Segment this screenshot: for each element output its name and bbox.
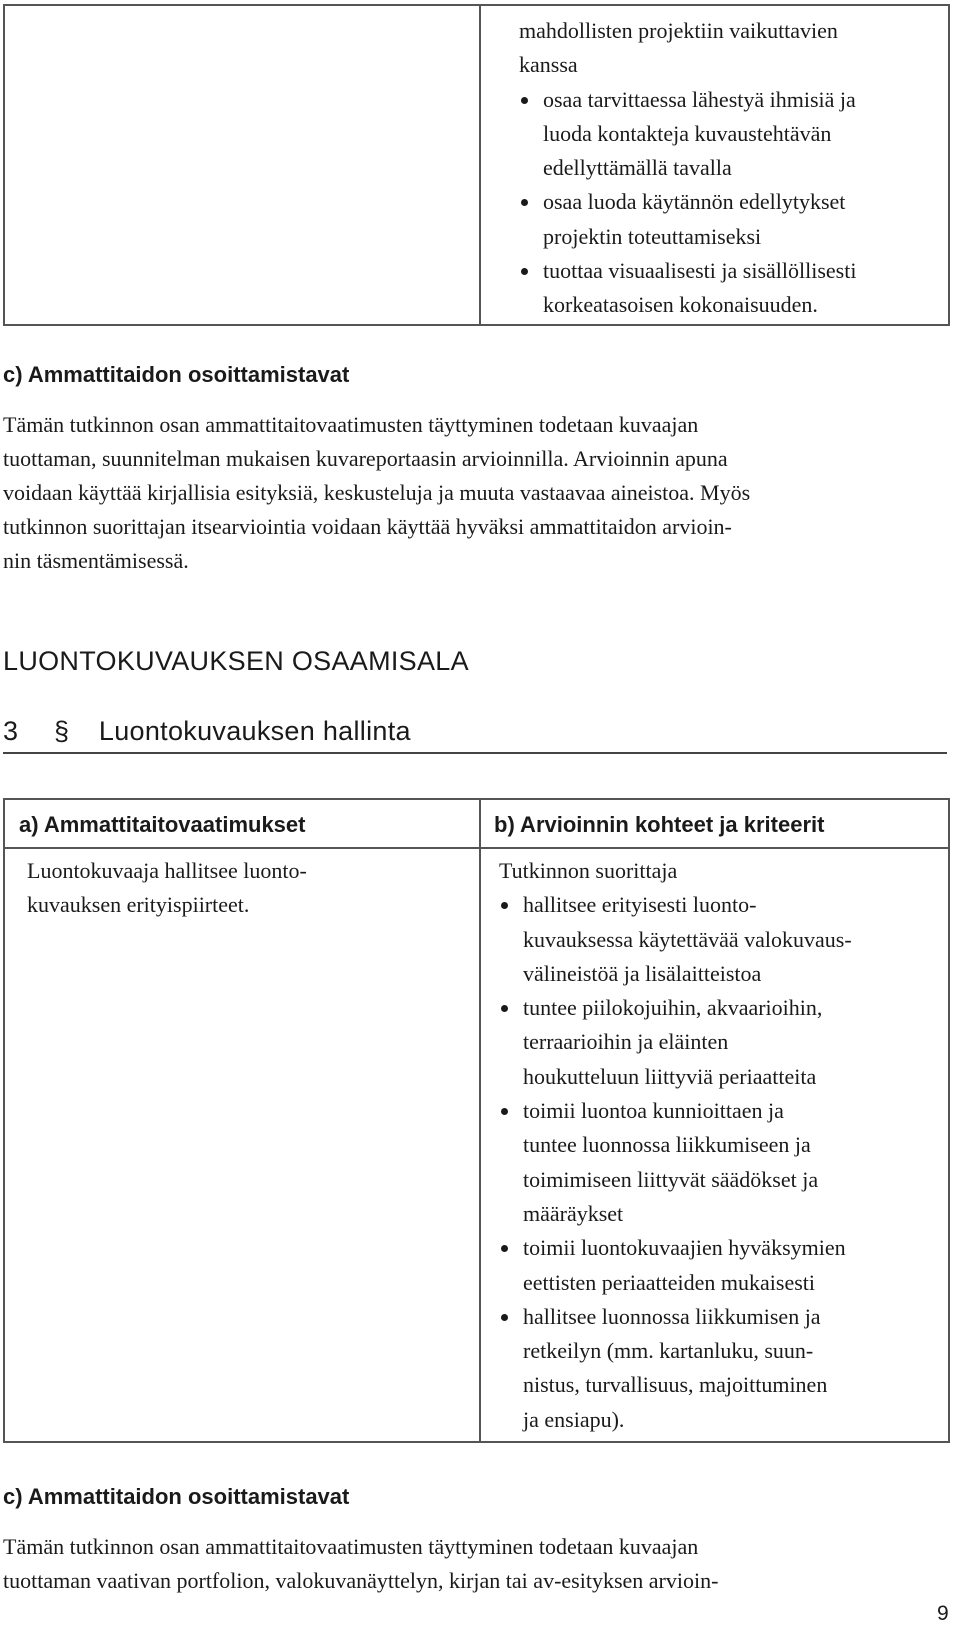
criteria-bullet: toimii luontoa kunnioittaen ja tuntee luonnossa liikkumiseen ja toimimiseen liittyvät säädökset ja määräykset [499, 1094, 939, 1231]
criteria-bullet: hallitsee luonnossa liikkumisen ja retkeilyn (mm. kartanluku, suun- nistus, turvallisuus, majoittuminen ja ensiapu). [499, 1300, 939, 1437]
criteria-bullet: osaa tarvittaessa lähestyä ihmisiä ja luoda kontakteja kuvaustehtävän edellyttämällä tavalla [519, 83, 939, 186]
criteria-intro: Tutkinnon suorittaja [499, 858, 678, 883]
table-column-divider [479, 800, 481, 1441]
table-column-divider [479, 6, 481, 324]
criteria-bullet-list [519, 83, 939, 323]
subsection-rule [3, 752, 947, 754]
page-number: 9 [937, 1602, 949, 1625]
criteria-bullet-list [499, 888, 939, 1437]
criteria-bullet: toimii luontokuvaajien hyväksymien eettisten periaatteiden mukaisesti [499, 1231, 939, 1300]
criteria-bullet: tuottaa visuaalisesti ja sisällöllisesti korkeatasoisen kokonaisuuden. [519, 254, 939, 323]
criteria-cell [499, 854, 939, 1437]
section-symbol: § [53, 716, 70, 746]
section-title: LUONTOKUVAUKSEN OSAAMISALA [3, 646, 469, 676]
subsection-number: 3 [3, 716, 19, 746]
criteria-bullet: hallitsee erityisesti luonto- kuvauksessa käytettävää valokuvaus- välineistöä ja lisälaitteistoa [499, 888, 939, 991]
section-heading: c) Ammattitaidon osoittamistavat [3, 1484, 350, 1509]
continued-criteria-table [3, 4, 950, 326]
table-header-divider [5, 847, 948, 849]
criteria-continued-line: mahdollisten projektiin vaikuttavien [519, 18, 838, 43]
column-header-criteria: b) Arvioinnin kohteet ja kriteerit [494, 812, 825, 837]
criteria-bullet: tuntee piilokojuihin, akvaarioihin, terraarioihin ja eläinten houkutteluun liittyviä periaatteita [499, 991, 939, 1094]
subsection-heading [3, 716, 411, 747]
column-header-requirements: a) Ammattitaitovaatimukset [19, 812, 306, 837]
section-paragraph: Tämän tutkinnon osan ammattitaitovaatimusten täyttyminen todetaan kuvaajan tuottaman vaativan portfolion, valokuvanäyttelyn, kirjan tai av-esityksen arvioin- [3, 1534, 719, 1593]
section-heading: c) Ammattitaidon osoittamistavat [3, 362, 350, 387]
criteria-bullet: osaa luoda käytännön edellytykset projektin toteuttamiseksi [519, 185, 939, 254]
requirements-cell-text: Luontokuvaaja hallitsee luonto- kuvauksen erityispiirteet. [27, 858, 307, 918]
criteria-cell-b [519, 14, 939, 323]
requirements-table [3, 798, 950, 1443]
criteria-continued-line: kanssa [519, 52, 578, 78]
section-paragraph: Tämän tutkinnon osan ammattitaitovaatimusten täyttyminen todetaan kuvaajan tuottaman, suunnitelman mukaisen kuvareportaasin arvioinnilla. Arvioinnin apuna voidaan käyttää kirjallisia esityksiä, keskusteluja ja muuta vastaavaa aineistoa. Myös tutkinnon suorittajan itsearviointia voidaan käyttää hyväksi ammattitaidon arvioin- nin täsmentämisessä. [3, 412, 751, 573]
subsection-title: Luontokuvauksen hallinta [98, 716, 411, 746]
